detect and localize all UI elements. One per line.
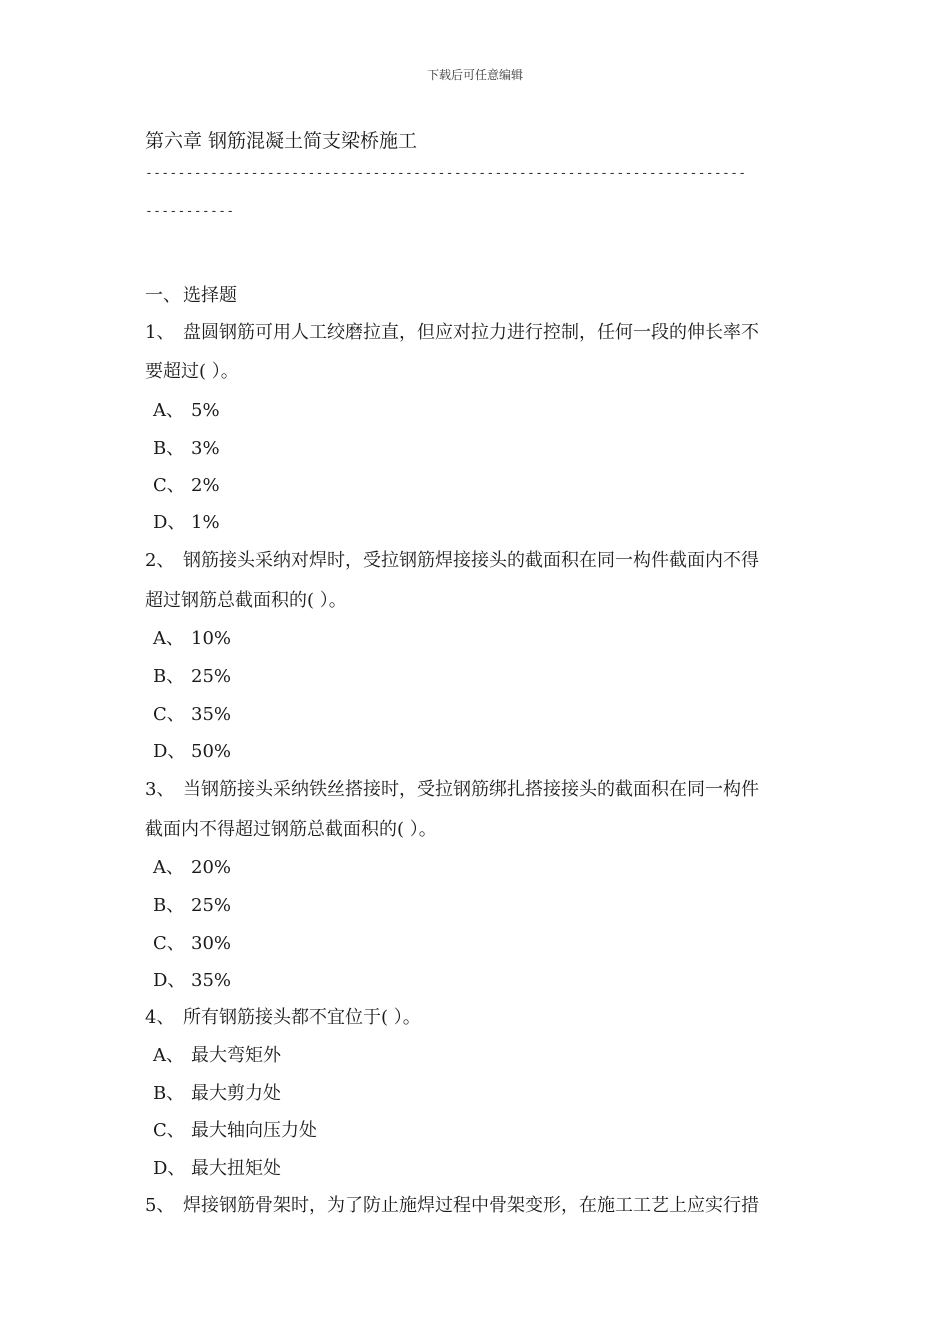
option-label: B、 bbox=[153, 666, 185, 687]
option-item bbox=[153, 471, 220, 497]
question-text: 所有钢筋接头都不宜位于( ）。 bbox=[183, 1007, 421, 1028]
option-label: B、 bbox=[153, 895, 185, 916]
option-text: 25% bbox=[191, 895, 232, 916]
option-text: 30% bbox=[191, 933, 232, 954]
option-item bbox=[153, 1116, 317, 1142]
option-text: 最大剪力处 bbox=[191, 1083, 281, 1104]
option-text: 最大弯矩外 bbox=[191, 1045, 281, 1066]
option-item bbox=[153, 1041, 281, 1067]
option-text: 20% bbox=[191, 857, 232, 878]
option-label: C、 bbox=[153, 704, 185, 725]
option-text: 最大轴向压力处 bbox=[191, 1120, 317, 1141]
option-item bbox=[153, 966, 231, 992]
question-line bbox=[145, 1191, 759, 1217]
option-text: 3% bbox=[191, 438, 220, 459]
option-text: 50% bbox=[191, 741, 232, 762]
option-label: B、 bbox=[153, 438, 185, 459]
section-heading bbox=[145, 281, 237, 307]
option-item bbox=[153, 1154, 281, 1180]
section-title: 选择题 bbox=[183, 285, 237, 306]
option-label: B、 bbox=[153, 1083, 185, 1104]
question-line: 要超过( ）。 bbox=[145, 361, 239, 382]
question-text: 盘圆钢筋可用人工绞磨拉直，但应对拉力进行控制，任何一段的伸长率不 bbox=[183, 322, 759, 343]
option-item bbox=[153, 508, 220, 534]
question-number: 3、 bbox=[145, 779, 175, 800]
option-item bbox=[153, 1079, 281, 1105]
question-line bbox=[145, 1003, 421, 1029]
option-item bbox=[153, 624, 231, 650]
option-label: A、 bbox=[153, 857, 184, 878]
question-line bbox=[145, 775, 759, 801]
option-item bbox=[153, 396, 220, 422]
option-label: C、 bbox=[153, 1120, 185, 1141]
question-number: 2、 bbox=[145, 550, 175, 571]
option-label: D、 bbox=[153, 512, 186, 533]
option-label: D、 bbox=[153, 970, 186, 991]
question-line bbox=[145, 546, 759, 572]
option-text: 25% bbox=[191, 666, 232, 687]
question-number: 1、 bbox=[145, 322, 175, 343]
option-item bbox=[153, 891, 231, 917]
question-line: 截面内不得超过钢筋总截面积的( ）。 bbox=[145, 819, 437, 840]
separator-line: -------------------------------------------------------------------------- bbox=[145, 166, 747, 181]
option-text: 最大扭矩处 bbox=[191, 1158, 281, 1179]
option-text: 35% bbox=[191, 704, 232, 725]
option-item bbox=[153, 700, 231, 726]
option-label: C、 bbox=[153, 933, 185, 954]
option-label: A、 bbox=[153, 1045, 184, 1066]
question-text: 当钢筋接头采纳铁丝搭接时，受拉钢筋绑扎搭接接头的截面积在同一构件 bbox=[183, 779, 759, 800]
option-item bbox=[153, 853, 231, 879]
option-item bbox=[153, 662, 231, 688]
section-number: 一、 bbox=[145, 285, 181, 306]
option-label: C、 bbox=[153, 475, 185, 496]
option-label: D、 bbox=[153, 741, 186, 762]
question-number: 4、 bbox=[145, 1007, 175, 1028]
page-header: 下载后可任意编辑 bbox=[426, 68, 523, 82]
option-item bbox=[153, 434, 220, 460]
option-label: D、 bbox=[153, 1158, 186, 1179]
option-item bbox=[153, 929, 231, 955]
option-text: 10% bbox=[191, 628, 232, 649]
option-text: 35% bbox=[191, 970, 232, 991]
question-number: 5、 bbox=[145, 1195, 175, 1216]
question-text: 焊接钢筋骨架时，为了防止施焊过程中骨架变形，在施工工艺上应实行措 bbox=[183, 1195, 759, 1216]
question-line: 超过钢筋总截面积的( ）。 bbox=[145, 590, 347, 611]
option-label: A、 bbox=[153, 628, 184, 649]
option-label: A、 bbox=[153, 400, 184, 421]
option-item bbox=[153, 737, 231, 763]
question-text: 钢筋接头采纳对焊时，受拉钢筋焊接接头的截面积在同一构件截面内不得 bbox=[183, 550, 759, 571]
chapter-title: 第六章 钢筋混凝土简支梁桥施工 bbox=[145, 130, 418, 152]
separator-line: ----------- bbox=[145, 204, 235, 219]
option-text: 5% bbox=[191, 400, 220, 421]
question-line bbox=[145, 318, 759, 344]
option-text: 1% bbox=[191, 512, 220, 533]
option-text: 2% bbox=[191, 475, 220, 496]
